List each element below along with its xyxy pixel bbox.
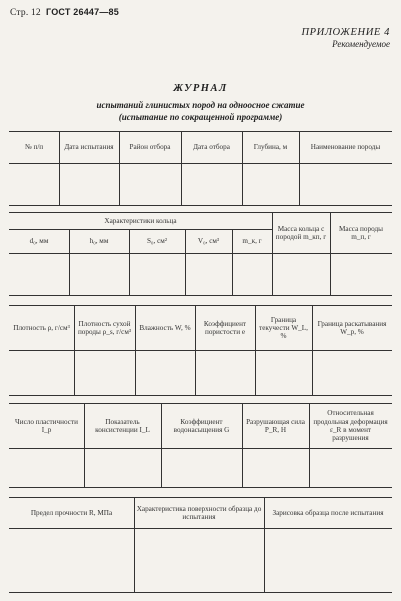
column-header: Граница раскатывания W_p, % [317, 319, 387, 336]
table-physical-properties [9, 305, 392, 396]
column-header: Наименование породы [310, 143, 381, 152]
column-header: Масса породы m_п, г [339, 224, 383, 241]
column-header: Глубина, м [253, 143, 288, 152]
column-header: Характеристика поверхности образца до испытания [136, 504, 262, 521]
column-header: d₀, мм [29, 236, 49, 245]
column-header: Плотность ρ, г/см³ [13, 323, 70, 332]
table-ring-characteristics [9, 212, 392, 296]
column-header: № п/п [24, 143, 44, 152]
column-header: S₀, см² [147, 236, 167, 245]
column-header: Показатель консистенции I_L [95, 417, 150, 434]
column-header: Плотность сухой породы ρ_s, г/см³ [77, 319, 132, 336]
column-header: Дата испытания [64, 143, 114, 152]
column-header: Влажность W, % [139, 323, 191, 332]
appendix-label [301, 27, 390, 49]
column-header: Относительная продольная деформация ε_R в момент разрушения [313, 409, 388, 443]
column-header: Зарисовка образца после испытания [272, 508, 384, 517]
journal-subtitle-program: (испытание по сокращенной программе) [118, 112, 283, 122]
table-test-results [9, 403, 392, 488]
page-header [10, 7, 119, 18]
column-header: V₀, см³ [197, 236, 220, 245]
group-header: Характеристики кольца [104, 216, 177, 225]
appendix-title: ПРИЛОЖЕНИЕ 4 [301, 27, 390, 38]
standard-number: ГОСТ 26447—85 [46, 7, 119, 17]
column-header: Предел прочности R, МПа [30, 508, 113, 517]
column-header: Число пластичности I_p [15, 417, 78, 434]
column-header: Разрушающая сила P_R, H [246, 417, 305, 434]
column-header: Район отбора [129, 143, 171, 152]
column-header: m_к, г [242, 236, 262, 245]
column-header: Масса кольца с породой m_кп, г [275, 224, 327, 241]
table-sample-info [9, 131, 392, 206]
journal-subtitle: испытаний глинистых пород на одноосное сжатие [96, 100, 305, 110]
column-header: h₀, мм [89, 236, 109, 245]
page-number: Стр. 12 [10, 8, 41, 18]
table-strength-sketch [9, 497, 392, 593]
column-header: Граница текучести W_L, % [259, 315, 308, 341]
journal-title: ЖУРНАЛ [173, 83, 228, 94]
column-header: Дата отбора [193, 143, 230, 152]
column-header: Коэффициент пористости e [203, 319, 247, 336]
appendix-note: Рекомендуемое [332, 39, 390, 49]
column-header: Коэффициент водонасыщения G [173, 417, 230, 434]
